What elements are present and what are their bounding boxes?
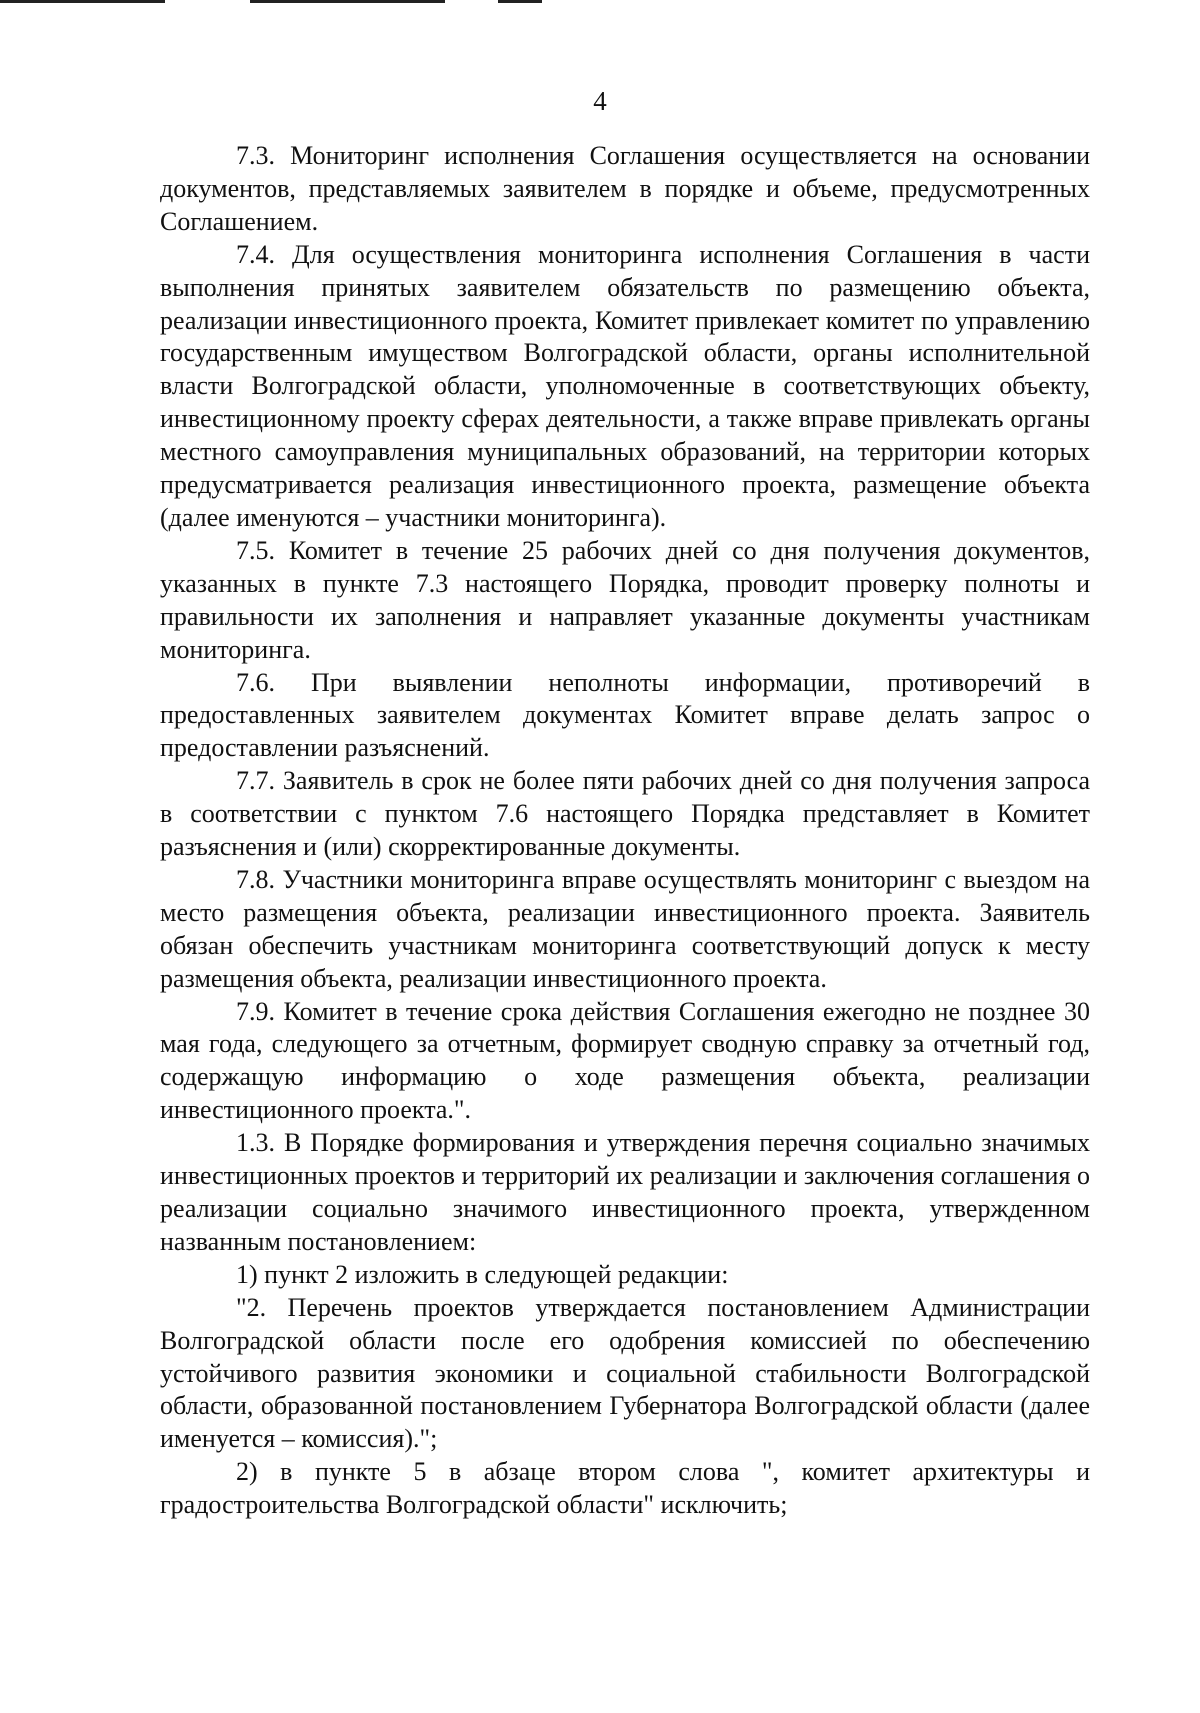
scan-artifact-line bbox=[0, 0, 165, 3]
paragraph-item-2: 2) в пункте 5 в абзаце втором слова ", комитет архитектуры и градостроительства Волгоградской области" исключить; bbox=[160, 1457, 1090, 1520]
scan-artifact-line bbox=[498, 0, 542, 3]
paragraph-quoted-item-2: "2. Перечень проектов утверждается постановлением Администрации Волгоградской области после его одобрения комиссией по обеспечению устойчивого развития экономики и социальной стабильности Волгоградской области, образованной постановлением Губернатора Волгоградской области (далее именуется – комиссия)."; bbox=[160, 1292, 1090, 1454]
paragraph-7-6: 7.6. При выявлении неполноты информации, противоречий в предоставленных заявителем документах Комитет вправе делать запрос о предоставлении разъяснений. bbox=[160, 667, 1090, 763]
paragraph-item-1: 1) пункт 2 изложить в следующей редакции: bbox=[236, 1259, 729, 1289]
paragraph-7-5: 7.5. Комитет в течение 25 рабочих дней со дня получения документов, указанных в пункте 7.3 настоящего Порядка, проводит проверку полноты и правильности их заполнения и направляет указанные документы участникам мониторинга. bbox=[160, 535, 1090, 664]
page-number: 4 bbox=[593, 86, 607, 116]
scan-artifact-line bbox=[250, 0, 445, 3]
paragraph-7-4: 7.4. Для осуществления мониторинга исполнения Соглашения в части выполнения принятых заявителем обязательств по размещению объекта, реализации инвестиционного проекта, Комитет привлекает комитет по управлению государственным имуществом Волгоградской области, органы исполнительной власти Волгоградской области, уполномоченные в соответствующих объекту, инвестиционному проекту сферах деятельности, а также вправе привлекать органы местного самоуправления муниципальных образований, на территории которых предусматривается реализация инвестиционного проекта, размещение объекта (далее именуются – участники мониторинга). bbox=[160, 239, 1090, 532]
paragraph-7-7: 7.7. Заявитель в срок не более пяти рабочих дней со дня получения запроса в соответствии с пунктом 7.6 настоящего Порядка представляет в Комитет разъяснения и (или) скорректированные документы. bbox=[160, 766, 1090, 862]
document-body bbox=[160, 140, 1090, 1522]
paragraph-7-8: 7.8. Участники мониторинга вправе осуществлять мониторинг с выездом на место размещения объекта, реализации инвестиционного проекта. Заявитель обязан обеспечить участникам мониторинга соответствующий допуск к месту размещения объекта, реализации инвестиционного проекта. bbox=[160, 864, 1090, 993]
paragraph-7-3: 7.3. Мониторинг исполнения Соглашения осуществляется на основании документов, представляемых заявителем в порядке и объеме, предусмотренных Соглашением. bbox=[160, 141, 1090, 236]
paragraph-1-3: 1.3. В Порядке формирования и утверждения перечня социально значимых инвестиционных проектов и территорий их реализации и заключения соглашения о реализации социально значимого инвестиционного проекта, утвержденном названным постановлением: bbox=[160, 1128, 1090, 1256]
paragraph-7-9: 7.9. Комитет в течение срока действия Соглашения ежегодно не позднее 30 мая года, следующего за отчетным, формирует сводную справку за отчетный год, содержащую информацию о ходе размещения объекта, реализации инвестиционного проекта.". bbox=[160, 996, 1090, 1125]
